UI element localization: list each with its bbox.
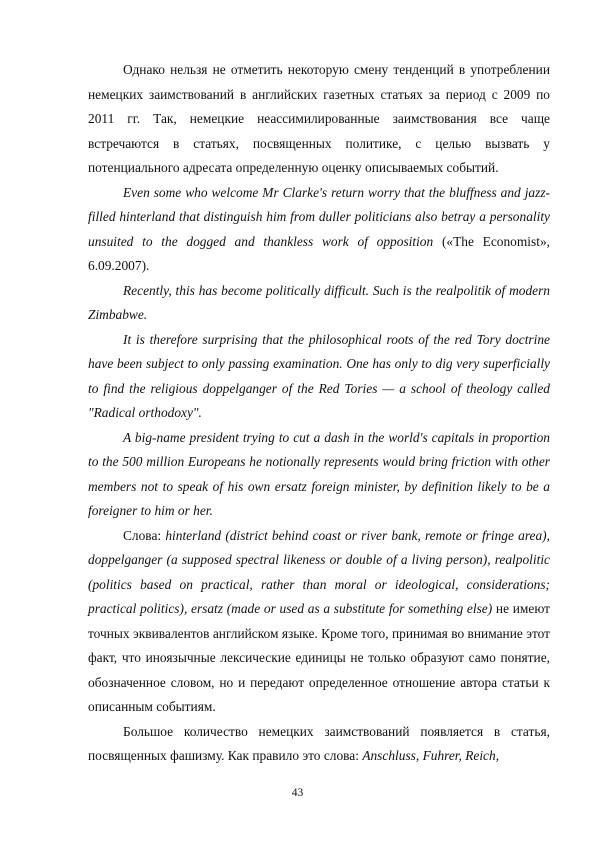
fascism-words: Anschluss, Fuhrer, Reich, xyxy=(362,748,500,763)
document-body xyxy=(88,58,550,769)
paragraph-quote-zimbabwe: Recently, this has become politically difficult. Such is the realpolitik of modern Zimbabwe. xyxy=(88,282,550,322)
paragraph-quote-economist xyxy=(88,181,550,279)
page-number: 43 xyxy=(291,787,304,799)
words-commentary: не имеют точных эквивалентов английском языке. Кроме того, принимая во внимание этот факт, что иноязычные лексические единицы не только образуют само понятие, обозначенное словом, но и передают определенное отношение автора статьи к описанным событиям. xyxy=(88,601,550,714)
paragraph-quote-president: A big-name president trying to cut a dash in the world's capitals in proportion to the 500 million Europeans he notionally represents would bring friction with other members not to speak of his own ersatz foreign minister, by definition likely to be a foreigner to him or her. xyxy=(88,429,550,518)
paragraph-words xyxy=(88,524,550,720)
paragraph-fascism xyxy=(88,720,550,769)
words-definitions: hinterland (district behind coast or river bank, remote or fringe area), doppelganger (a supposed spectral likeness or double of a living person), realpolitic (politics based on practical, rather than moral or ideological, considerations; practical politics), ersatz (made or used as a substitute for something else) xyxy=(88,527,550,616)
paragraph-quote-red-tory: It is therefore surprising that the philosophical roots of the red Tory doctrine have been subject to only passing examination. One has only to dig very superficially to find the religious doppelganger of the Red Tories — a school of theology called "Radical orthodoxy". xyxy=(88,331,550,420)
fascism-lead: Большое количество немецких заимствований появляется в статья, посвященных фашизму. Как правило это слова: xyxy=(88,723,550,763)
quote-economist-source: («The Economist», 6.09.2007). xyxy=(88,233,550,273)
quote-economist-text: Even some who welcome Mr Clarke's return worry that the bluffness and jazz-filled hinterland that distinguish him from duller politicians also betray a personality unsuited to the dogged and thankless work of opposition xyxy=(88,184,550,249)
paragraph-intro: Однако нельзя не отметить некоторую смену тенденций в употреблении немецких заимствований в английских газетных статьях за период с 2009 по 2011 гг. Так, немецкие неассимилированные заимствования все чаще встречаются в статьях, посвященных политике, с целью вызвать у потенциального адресата определенную оценку описываемых событий. xyxy=(88,62,550,175)
words-lead: Слова: xyxy=(123,527,166,543)
